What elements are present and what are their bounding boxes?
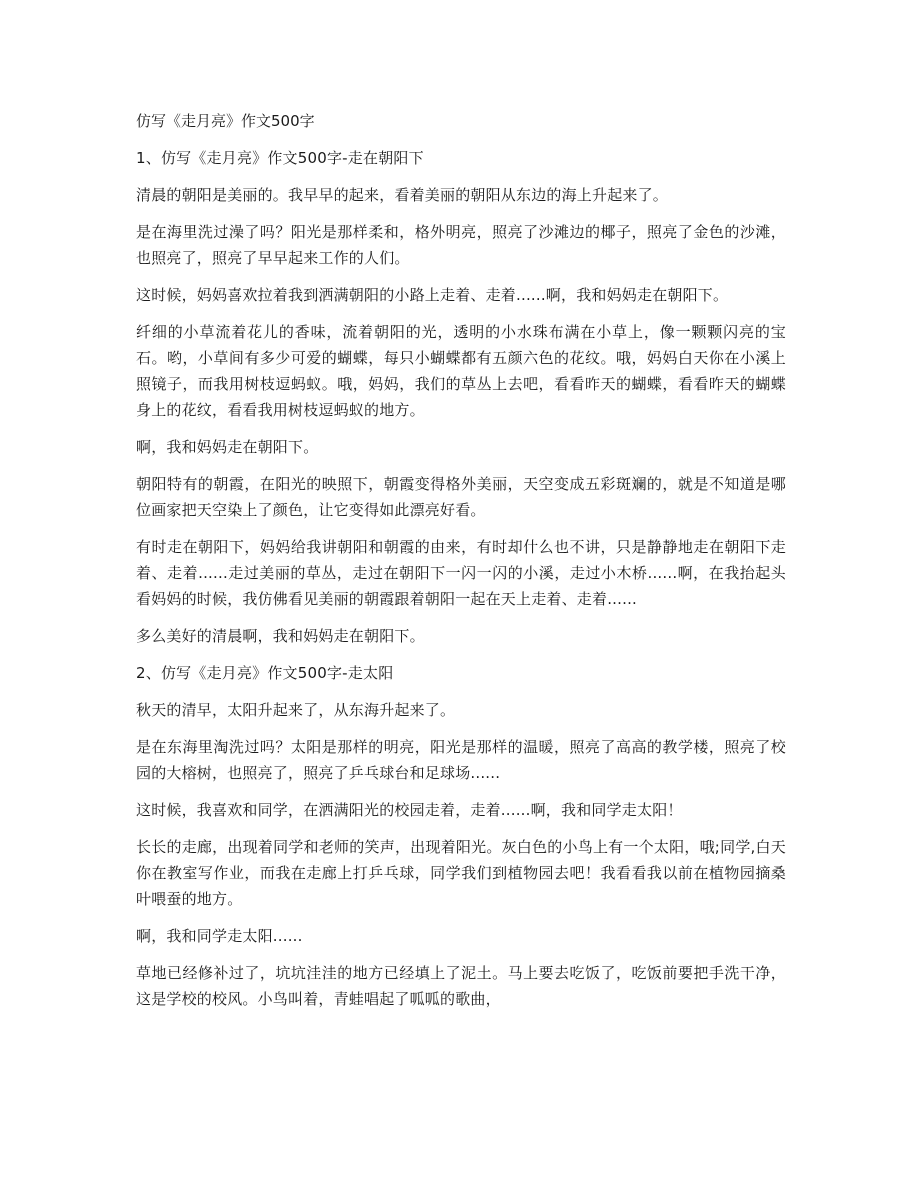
section-heading-1: 1、仿写《走月亮》作文500字-走在朝阳下 bbox=[136, 149, 424, 167]
paragraph: 多么美好的清晨啊，我和妈妈走在朝阳下。 bbox=[136, 627, 425, 645]
paragraph: 这时候，我喜欢和同学，在洒满阳光的校园走着，走着......啊，我和同学走太阳！ bbox=[136, 801, 683, 819]
paragraph: 朝阳特有的朝霞，在阳光的映照下，朝霞变得格外美丽，天空变成五彩斑斓的，就是不知道是哪位画家把天空染上了颜色，让它变得如此漂亮好看。 bbox=[136, 475, 786, 519]
section-heading-2: 2、仿写《走月亮》作文500字-走太阳 bbox=[136, 664, 394, 682]
paragraph: 纤细的小草流着花儿的香味，流着朝阳的光，透明的小水珠布满在小草上，像一颗颗闪亮的宝石。哟，小草间有多少可爱的蝴蝶，每只小蝴蝶都有五颜六色的花纹。哦，妈妈白天你在小溪上照镜子，而我用树枝逗蚂蚁。哦，妈妈，我们的草丛上去吧，看看昨天的蝴蝶，看看昨天的蝴蝶身上的花纹，看看我用树枝逗蚂蚁的地方。 bbox=[136, 323, 786, 419]
paragraph: 秋天的清早，太阳升起来了，从东海升起来了。 bbox=[136, 701, 456, 719]
paragraph: 啊，我和同学走太阳...... bbox=[136, 927, 303, 945]
document-page bbox=[136, 108, 786, 1023]
paragraph: 是在东海里淘洗过吗？太阳是那样的明亮，阳光是那样的温暖，照亮了高高的教学楼，照亮了校园的大榕树，也照亮了，照亮了乒乓球台和足球场...... bbox=[136, 738, 786, 782]
paragraph: 是在海里洗过澡了吗？阳光是那样柔和，格外明亮，照亮了沙滩边的椰子，照亮了金色的沙滩，也照亮了，照亮了早早起来工作的人们。 bbox=[136, 223, 786, 267]
paragraph: 有时走在朝阳下，妈妈给我讲朝阳和朝霞的由来，有时却什么也不讲，只是静静地走在朝阳下走着、走着......走过美丽的草丛，走过在朝阳下一闪一闪的小溪，走过小木桥......啊，在我抬起头看妈妈的时候，我仿佛看见美丽的朝霞跟着朝阳一起在天上走着、走着...... bbox=[136, 538, 786, 608]
paragraph: 清晨的朝阳是美丽的。我早早的起来，看着美丽的朝阳从东边的海上升起来了。 bbox=[136, 186, 669, 204]
paragraph: 草地已经修补过了，坑坑洼洼的地方已经填上了泥土。马上要去吃饭了，吃饭前要把手洗干净，这是学校的校风。小鸟叫着，青蛙唱起了呱呱的歌曲， bbox=[136, 964, 786, 1008]
paragraph: 长长的走廊，出现着同学和老师的笑声，出现着阳光。灰白色的小鸟上有一个太阳，哦;同学,白天你在教室写作业，而我在走廊上打乒乓球，同学我们到植物园去吧！我看看我以前在植物园摘桑叶喂蚕的地方。 bbox=[136, 838, 786, 908]
document-title: 仿写《走月亮》作文500字 bbox=[136, 112, 315, 130]
paragraph: 这时候，妈妈喜欢拉着我到洒满朝阳的小路上走着、走着......啊，我和妈妈走在朝阳下。 bbox=[136, 286, 729, 304]
paragraph: 啊，我和妈妈走在朝阳下。 bbox=[136, 438, 319, 456]
